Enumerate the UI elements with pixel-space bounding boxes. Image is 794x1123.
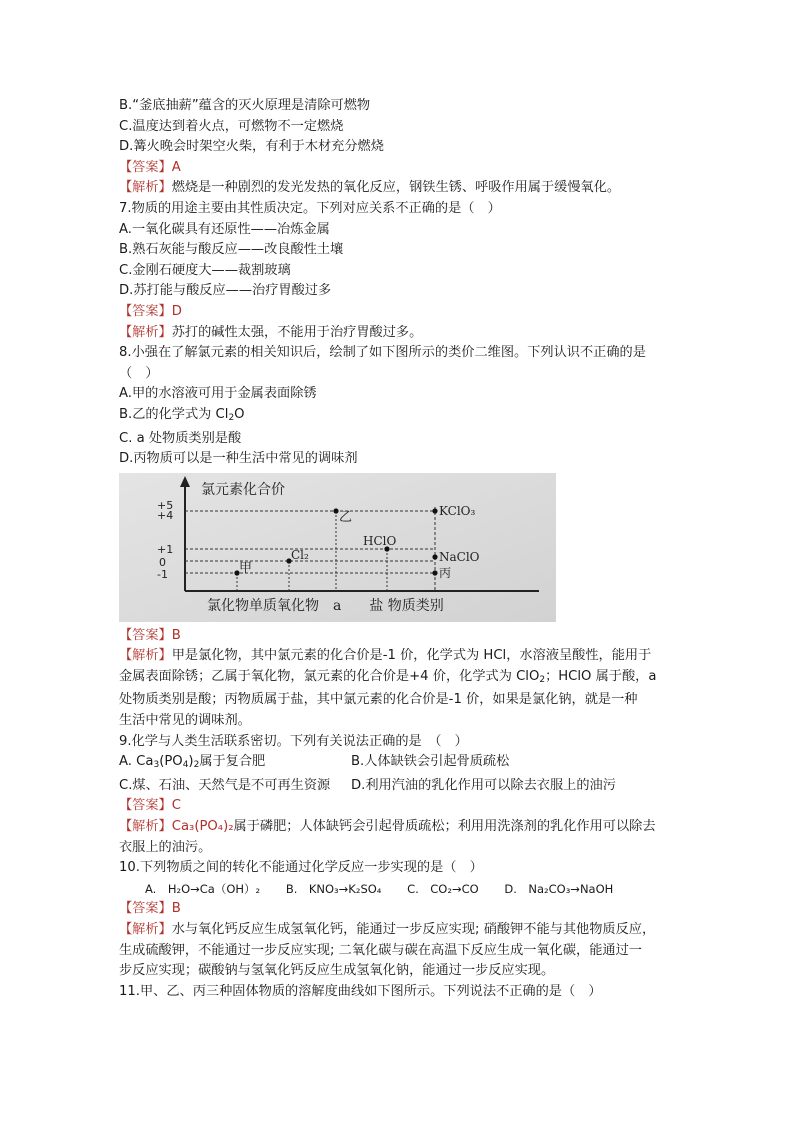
point-yi bbox=[333, 508, 338, 513]
q7-option-b: B.熟石灰能与酸反应——改良酸性土壤 bbox=[119, 242, 344, 258]
y-tick-zero: 0 bbox=[159, 555, 166, 569]
y-tick-plus5: +5 bbox=[157, 498, 174, 512]
explanation-text: 属于磷肥；人体缺钙会引起骨质疏松；利用用洗涤剂的乳化作用可以除去 bbox=[233, 819, 656, 835]
q8-explanation-line2 bbox=[119, 667, 679, 691]
label-jia: 甲 bbox=[239, 560, 253, 576]
q6-answer bbox=[119, 158, 679, 179]
q10-explanation-line1 bbox=[119, 920, 679, 941]
answer-value: B bbox=[171, 627, 181, 643]
answer-tag: 【答案】 bbox=[119, 627, 172, 643]
q7-answer bbox=[119, 302, 679, 323]
label-cl2: Cl₂ bbox=[291, 547, 309, 562]
point-bing bbox=[432, 570, 437, 575]
explanation-tag: 【解析】 bbox=[119, 819, 172, 835]
subscript: 3 bbox=[153, 760, 160, 771]
q9-options-row2 bbox=[119, 776, 679, 797]
q6-option-c: C.温度达到着火点，可燃物不一定燃烧 bbox=[119, 118, 344, 134]
chlorine-valence-diagram bbox=[119, 473, 556, 622]
text: 属于复合肥 bbox=[199, 754, 266, 770]
q9-option-a bbox=[119, 752, 351, 776]
q11-stem: 11.甲、乙、丙三种固体物质的溶解度曲线如下图所示。下列说法不正确的是（ ） bbox=[119, 983, 602, 999]
q10-option-b: B. KNO₃→K₂SO₄ bbox=[285, 881, 382, 896]
text: O bbox=[234, 406, 245, 422]
q9-explanation-line1 bbox=[119, 817, 679, 838]
text: 金属表面除锈；乙属于氧化物，氯元素的化合价是+4 价，化学式为 ClO bbox=[119, 668, 540, 684]
q7-stem: 7.物质的用途主要由其性质决定。下列对应关系不正确的是（ ） bbox=[119, 200, 501, 216]
q8-answer bbox=[119, 626, 679, 647]
q9-answer bbox=[119, 796, 679, 817]
q9-option-c: C.煤、石油、天然气是不可再生资源 bbox=[119, 777, 331, 793]
q9-options-row1 bbox=[119, 752, 679, 776]
subscript: 2 bbox=[228, 412, 235, 423]
explanation-formula: Ca₃(PO₄)₂ bbox=[171, 819, 234, 835]
explanation-tag: 【解析】 bbox=[119, 324, 172, 340]
q10-option-c: C. CO₂→CO bbox=[407, 881, 479, 896]
answer-value: B bbox=[171, 901, 181, 917]
q8-option-c: C. a 处物质类别是酸 bbox=[119, 430, 242, 446]
text: A. Ca bbox=[119, 754, 154, 770]
q10-explanation-line2: 生成硫酸钾，不能通过一步反应实现; 二氧化碳与碳在高温下反应生成一氧化碳，能通过一 bbox=[119, 942, 642, 958]
y-tick-plus4: +4 bbox=[157, 508, 174, 522]
y-tick-plus1: +1 bbox=[157, 542, 174, 556]
label-bing: 丙 bbox=[439, 565, 452, 580]
q8-explanation-line3: 处物质类别是酸；丙物质属于盐，其中氯元素的化合价是-1 价，如果是氯化钠，就是一种 bbox=[119, 692, 638, 708]
subscript: 2 bbox=[193, 760, 200, 771]
subscript: 4 bbox=[182, 760, 189, 771]
q10-answer bbox=[119, 899, 679, 920]
answer-value: A bbox=[171, 159, 181, 175]
q10-options bbox=[119, 879, 679, 900]
y-tick-minus1: -1 bbox=[157, 567, 168, 581]
point-kclo3 bbox=[432, 508, 437, 513]
point-naclo bbox=[432, 554, 437, 559]
label-hclo: HClO bbox=[363, 533, 397, 548]
y-axis-label: 氯元素化合价 bbox=[201, 481, 285, 498]
q8-stem-line1: 8.小强在了解氯元素的相关知识后，绘制了如下图所示的类价二维图。下列认识不正确的是 bbox=[119, 345, 646, 361]
answer-tag: 【答案】 bbox=[119, 901, 172, 917]
text: ；HClO 属于酸，a bbox=[545, 668, 657, 684]
q8-option-b bbox=[119, 405, 679, 429]
label-naclo: NaClO bbox=[439, 549, 480, 564]
q8-option-d: D.丙物质可以是一种生活中常见的调味剂 bbox=[119, 451, 358, 467]
label-yi: 乙 bbox=[339, 509, 353, 525]
q6-explanation bbox=[119, 178, 679, 199]
explanation-text: 燃烧是一种剧烈的发光发热的氧化反应，钢铁生锈、呼吸作用属于缓慢氧化。 bbox=[171, 180, 621, 196]
q7-explanation bbox=[119, 323, 679, 344]
text: (PO bbox=[159, 754, 183, 770]
document-page bbox=[119, 96, 679, 1002]
answer-tag: 【答案】 bbox=[119, 798, 172, 814]
q9-explanation-line2: 衣服上的油污。 bbox=[119, 839, 212, 855]
q6-option-d: D.篝火晚会时架空火柴，有利于木材充分燃烧 bbox=[119, 139, 384, 155]
q10-option-a: A. H₂O→Ca（OH）₂ bbox=[145, 881, 261, 896]
explanation-text: 甲是氯化物，其中氯元素的化合价是-1 价，化学式为 HCl，水溶液呈酸性，能用于 bbox=[171, 648, 652, 664]
explanation-tag: 【解析】 bbox=[119, 922, 172, 937]
q8-option-a: A.甲的水溶液可用于金属表面除锈 bbox=[119, 386, 317, 402]
explanation-text: 水与氧化钙反应生成氢氧化钙，能通过一步反应实现; 硝酸钾不能与其他物质反应， bbox=[171, 922, 656, 937]
text: ) bbox=[188, 754, 194, 770]
q8-stem-line2: （ ） bbox=[119, 365, 159, 381]
answer-value: D bbox=[171, 303, 182, 319]
q7-option-c: C.金刚石硬度大——裁割玻璃 bbox=[119, 262, 291, 278]
q9-option-d: D.利用汽油的乳化作用可以除去衣服上的油污 bbox=[351, 777, 616, 793]
explanation-tag: 【解析】 bbox=[119, 180, 172, 196]
diagram-svg bbox=[119, 473, 556, 622]
q8-explanation-line1 bbox=[119, 646, 679, 667]
x-axis-label: 氯化物单质氧化物 a 盐 物质类别 bbox=[207, 597, 444, 614]
label-kclo3: KClO₃ bbox=[439, 503, 476, 518]
q8-explanation-line4: 生活中常见的调味剂。 bbox=[119, 713, 251, 729]
explanation-text: 苏打的碱性太强，不能用于治疗胃酸过多。 bbox=[171, 324, 423, 340]
explanation-tag: 【解析】 bbox=[119, 648, 172, 664]
q10-stem: 10.下列物质之间的转化不能通过化学反应一步实现的是（ ） bbox=[119, 860, 483, 876]
q10-explanation-line3: 步反应实现；碳酸钠与氢氧化钙反应生成氢氧化钠，能通过一步反应实现。 bbox=[119, 963, 555, 979]
q6-option-b: B.“釜底抽薪”蕴含的灭火原理是清除可燃物 bbox=[119, 98, 371, 113]
q7-option-a: A.一氧化碳具有还原性——冶炼金属 bbox=[119, 221, 330, 237]
q10-option-d: D. Na₂CO₃→NaOH bbox=[504, 881, 614, 896]
answer-tag: 【答案】 bbox=[119, 159, 172, 175]
answer-value: C bbox=[171, 798, 181, 814]
subscript: 2 bbox=[539, 674, 546, 685]
q9-stem: 9.化学与人类生活联系密切。下列有关说法正确的是 （ ） bbox=[119, 733, 468, 749]
text: B.乙的化学式为 Cl bbox=[119, 406, 229, 422]
q9-option-b: B.人体缺铁会引起骨质疏松 bbox=[351, 754, 510, 770]
answer-tag: 【答案】 bbox=[119, 303, 172, 319]
q7-option-d: D.苏打能与酸反应——治疗胃酸过多 bbox=[119, 283, 332, 299]
